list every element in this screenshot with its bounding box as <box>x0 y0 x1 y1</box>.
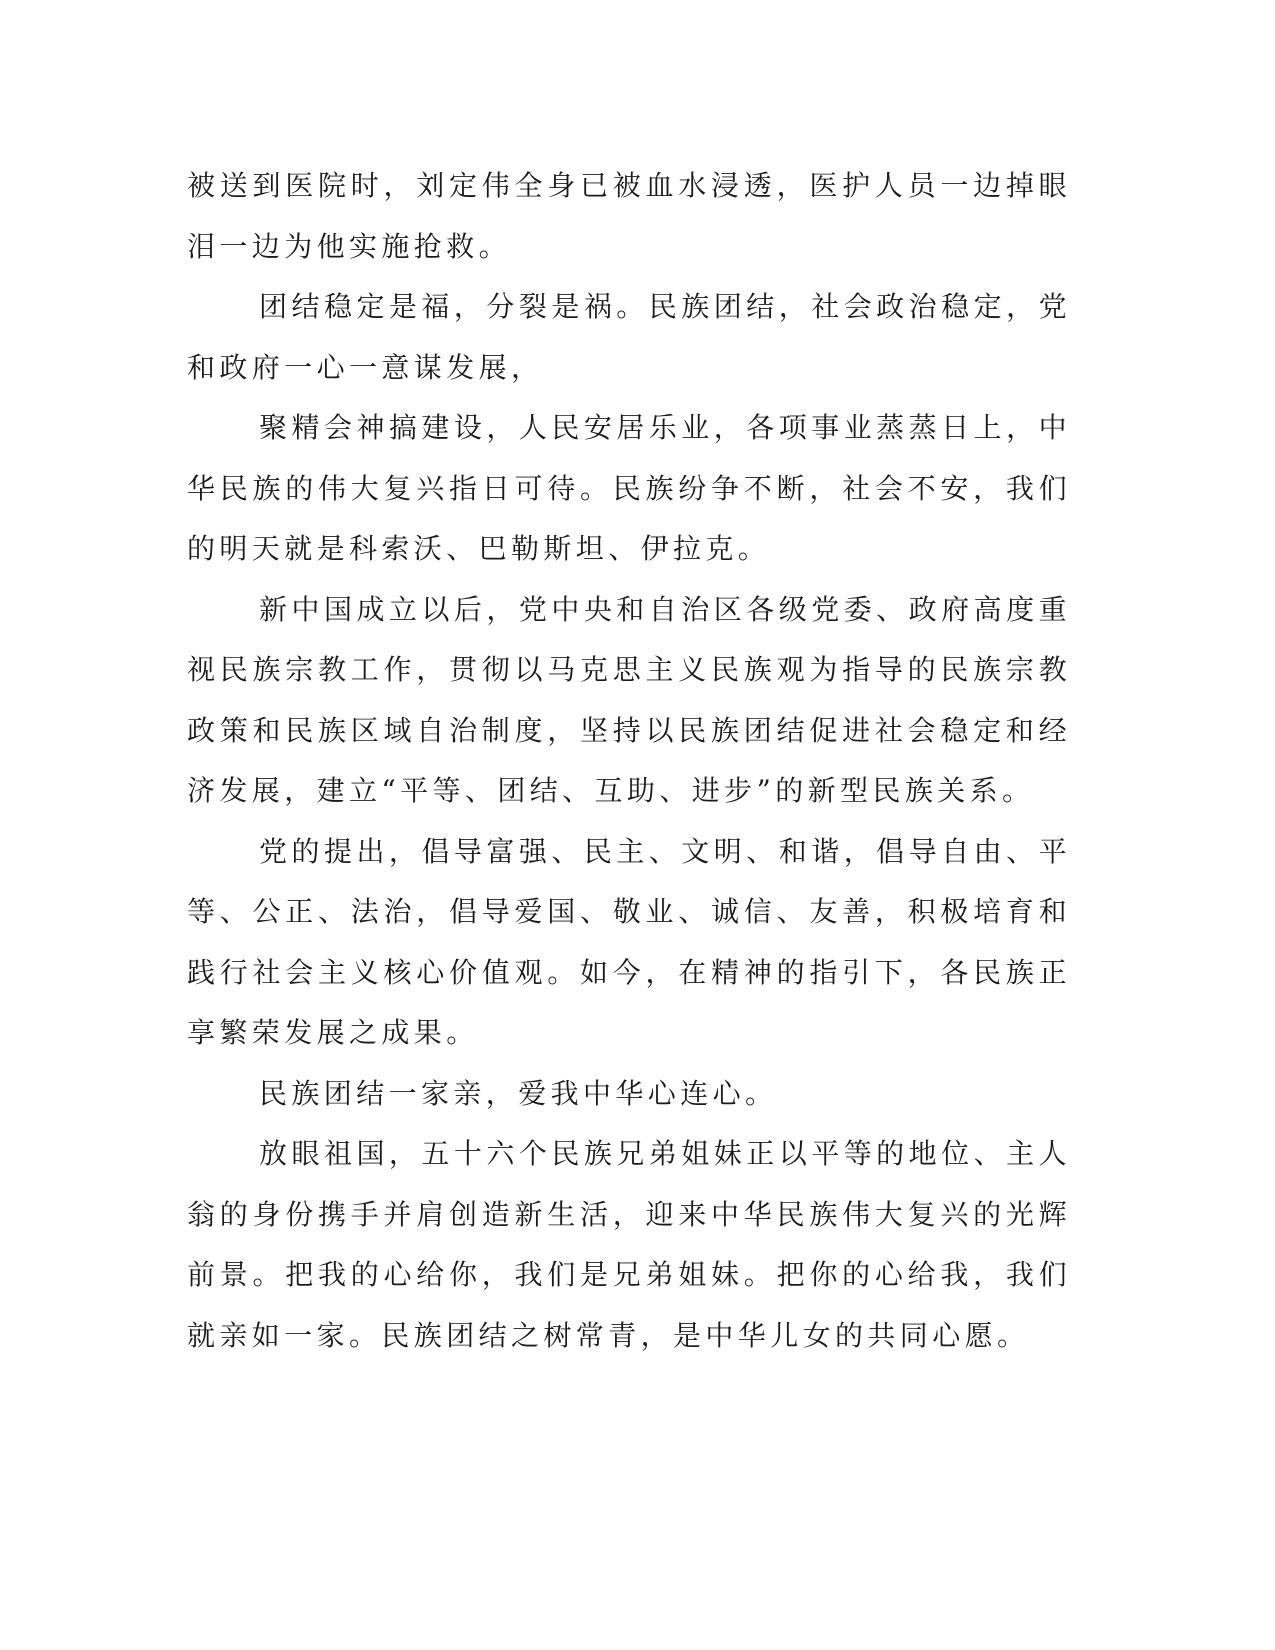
document-body <box>187 156 1071 1366</box>
paragraph-5: 党的提出，倡导富强、民主、文明、和谐，倡导自由、平等、公正、法治，倡导爱国、敬业、诚信、友善，积极培育和践行社会主义核心价值观。如今，在精神的指引下，各民族正享繁荣发展之成果。 <box>187 834 1071 1049</box>
paragraph-2: 团结稳定是福，分裂是祸。民族团结，社会政治稳定，党和政府一心一意谋发展， <box>187 290 1071 384</box>
paragraph-4: 新中国成立以后，党中央和自治区各级党委、政府高度重视民族宗教工作，贯彻以马克思主义民族观为指导的民族宗教政策和民族区域自治制度，坚持以民族团结促进社会稳定和经济发展，建立“平等、团结、互助、进步”的新型民族关系。 <box>187 592 1071 807</box>
paragraph-6: 民族团结一家亲，爱我中华心连心。 <box>259 1076 778 1110</box>
paragraph-7: 放眼祖国，五十六个民族兄弟姐妹正以平等的地位、主人翁的身份携手并肩创造新生活，迎来中华民族伟大复兴的光辉前景。把我的心给你，我们是兄弟姐妹。把你的心给我，我们就亲如一家。民族团结之树常青，是中华儿女的共同心愿。 <box>187 1137 1071 1352</box>
paragraph-3: 聚精会神搞建设，人民安居乐业，各项事业蒸蒸日上，中华民族的伟大复兴指日可待。民族纷争不断，社会不安，我们的明天就是科索沃、巴勒斯坦、伊拉克。 <box>187 411 1071 565</box>
paragraph-1: 被送到医院时，刘定伟全身已被血水浸透，医护人员一边掉眼泪一边为他实施抢救。 <box>187 169 1071 263</box>
